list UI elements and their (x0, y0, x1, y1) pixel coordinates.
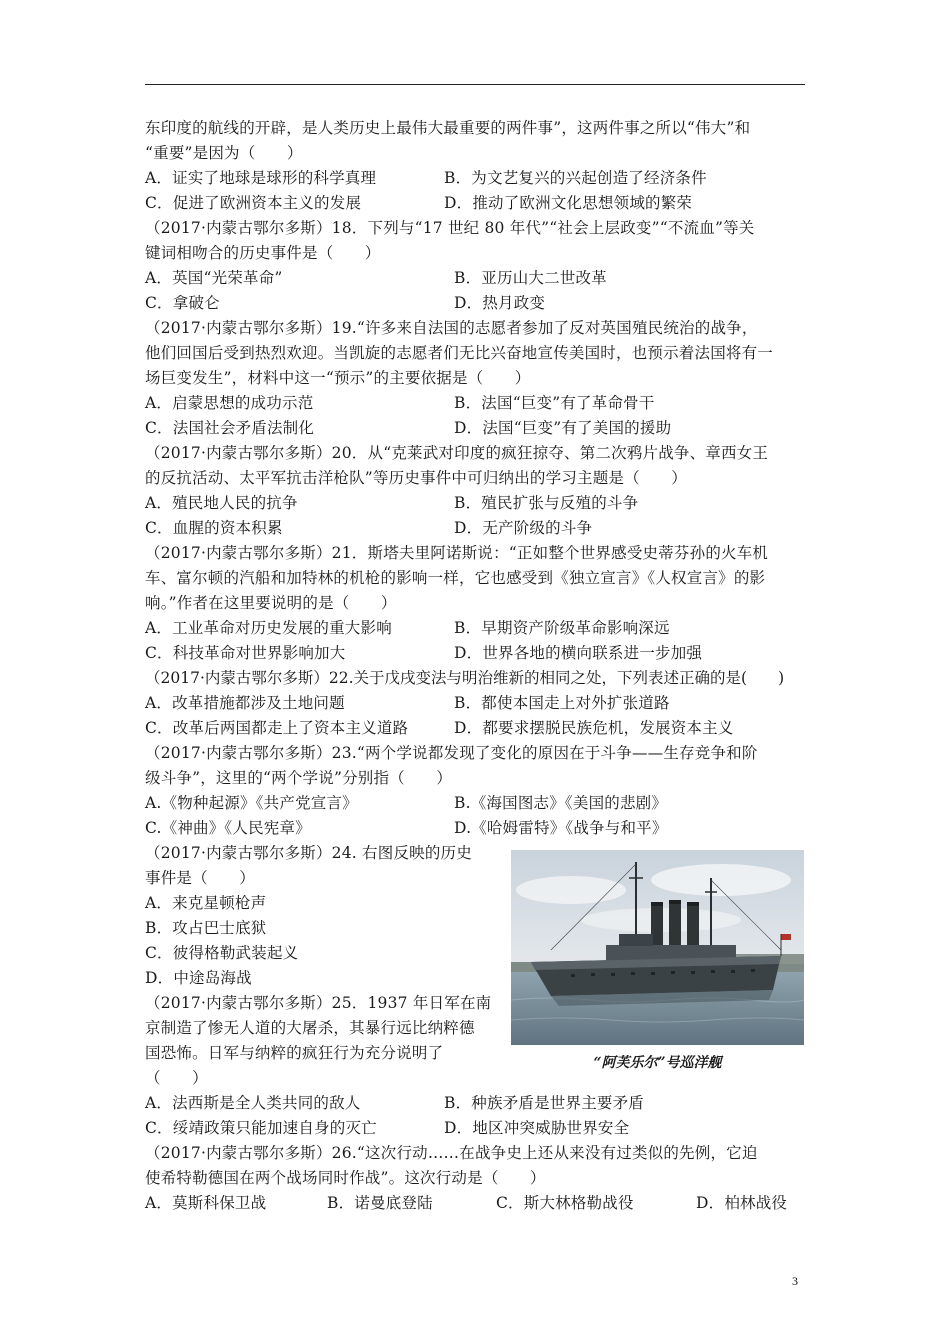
q20-stem-line2: 的反抗活动、太平军抗击洋枪队”等历史事件中可归纳出的学习主题是（ ） (145, 469, 687, 487)
q23-option-a[interactable]: A.《物种起源》《共产党宣言》 (145, 794, 358, 812)
q19-stem-line3: 场巨变发生”，材料中这一“预示”的主要依据是（ ） (145, 369, 531, 387)
q24-stem-line2: 事件是（ ） (145, 869, 255, 887)
q25-option-d[interactable]: D．地区冲突威胁世界安全 (444, 1119, 630, 1137)
q18-option-d[interactable]: D．热月政变 (454, 294, 546, 312)
q17-option-a[interactable]: A．证实了地球是球形的科学真理 (145, 169, 377, 187)
q23-option-d[interactable]: D.《哈姆雷特》《战争与和平》 (454, 819, 668, 837)
q26-stem-line2: 使希特勒德国在两个战场同时作战”。这次行动是（ ） (145, 1169, 546, 1187)
q23-stem-line2: 级斗争”，这里的“两个学说”分别指（ ） (145, 769, 452, 787)
photo-caption: “阿芙乐尔”号巡洋舰 (593, 1055, 722, 1071)
page-number: 3 (792, 1274, 798, 1288)
q23-option-c[interactable]: C.《神曲》《人民宪章》 (145, 819, 311, 837)
q21-stem-line1: （2017·内蒙古鄂尔多斯）21．斯塔夫里阿诺斯说：“正如整个世界感受史蒂芬孙的火车机 (145, 544, 769, 562)
q17-option-c[interactable]: C．促进了欧洲资本主义的发展 (145, 194, 362, 212)
q19-option-b[interactable]: B．法国“巨变”有了革命骨干 (454, 394, 655, 412)
q18-option-b[interactable]: B．亚历山大二世改革 (454, 269, 607, 287)
q17-option-b[interactable]: B．为文艺复兴的兴起创造了经济条件 (444, 169, 707, 187)
q24-option-c[interactable]: C．彼得格勒武装起义 (145, 944, 299, 962)
q21-option-c[interactable]: C．科技革命对世界影响加大 (145, 644, 346, 662)
q24-option-d[interactable]: D．中途岛海战 (145, 969, 252, 987)
q18-option-a[interactable]: A．英国“光荣革命” (145, 269, 283, 287)
q22-option-b[interactable]: B．都使本国走上对外扩张道路 (454, 694, 670, 712)
q20-option-d[interactable]: D．无产阶级的斗争 (454, 519, 593, 537)
q21-option-a[interactable]: A．工业革命对历史发展的重大影响 (145, 619, 392, 637)
q26-stem-line1: （2017·内蒙古鄂尔多斯）26.“这次行动……在战争史上还从来没有过类似的先例，它迫 (145, 1144, 758, 1162)
q20-option-a[interactable]: A．殖民地人民的抗争 (145, 494, 298, 512)
q17-text-line2: “重要”是因为（ ） (145, 144, 303, 162)
q23-option-b[interactable]: B.《海国图志》《美国的悲剧》 (454, 794, 668, 812)
q18-option-c[interactable]: C．拿破仑 (145, 294, 220, 312)
q17-text-line1: 东印度的航线的开辟，是人类历史上最伟大最重要的两件事”，这两件事之所以“伟大”和 (145, 119, 751, 137)
q18-stem-line2: 键词相吻合的历史事件是（ ） (145, 244, 381, 262)
q26-option-b[interactable]: B．诺曼底登陆 (327, 1194, 433, 1212)
q19-option-d[interactable]: D．法国“巨变”有了美国的援助 (454, 419, 672, 437)
cruiser-photo (511, 850, 804, 1045)
q21-option-b[interactable]: B．早期资产阶级革命影响深远 (454, 619, 670, 637)
q24-option-a[interactable]: A．来克星顿枪声 (145, 894, 267, 912)
header-rule (145, 84, 805, 85)
q22-stem-line1: （2017·内蒙古鄂尔多斯）22.关于戊戌变法与明治维新的相同之处，下列表述正确的是( ) (145, 669, 785, 687)
q24-stem-line1: （2017·内蒙古鄂尔多斯）24. 右图反映的历史 (145, 844, 472, 862)
q26-option-d[interactable]: D．柏林战役 (696, 1194, 788, 1212)
q20-stem-line1: （2017·内蒙古鄂尔多斯）20．从“克莱武对印度的疯狂掠夺、第二次鸦片战争、章西女王 (145, 444, 769, 462)
q20-option-c[interactable]: C．血腥的资本积累 (145, 519, 283, 537)
q24-option-b[interactable]: B．攻占巴士底狱 (145, 919, 267, 937)
q19-option-a[interactable]: A．启蒙思想的成功示范 (145, 394, 314, 412)
q21-option-d[interactable]: D．世界各地的横向联系进一步加强 (454, 644, 703, 662)
q20-option-b[interactable]: B．殖民扩张与反殖的斗争 (454, 494, 639, 512)
q25-option-b[interactable]: B．种族矛盾是世界主要矛盾 (444, 1094, 644, 1112)
q26-option-a[interactable]: A．莫斯科保卫战 (145, 1194, 267, 1212)
q25-option-c[interactable]: C．绥靖政策只能加速自身的灭亡 (145, 1119, 377, 1137)
q19-option-c[interactable]: C．法国社会矛盾法制化 (145, 419, 315, 437)
q17-option-d[interactable]: D．推动了欧洲文化思想领域的繁荣 (444, 194, 693, 212)
q22-option-c[interactable]: C．改革后两国都走上了资本主义道路 (145, 719, 409, 737)
q25-stem-line2: 京制造了惨无人道的大屠杀，其暴行远比纳粹德 (145, 1019, 475, 1037)
q26-option-c[interactable]: C．斯大林格勒战役 (496, 1194, 634, 1212)
q21-stem-line3: 响。”作者在这里要说明的是（ ） (145, 594, 397, 612)
q21-stem-line2: 车、富尔顿的汽船和加特林的机枪的影响一样，它也感受到《独立宣言》《人权宣言》的影 (145, 569, 766, 587)
q22-option-a[interactable]: A．改革措施都涉及土地问题 (145, 694, 345, 712)
q22-option-d[interactable]: D．都要求摆脱民族危机，发展资本主义 (454, 719, 734, 737)
q19-stem-line2: 他们回国后受到热烈欢迎。当凯旋的志愿者们无比兴奋地宣传美国时，也预示着法国将有一 (145, 344, 774, 362)
q25-option-a[interactable]: A．法西斯是全人类共同的敌人 (145, 1094, 361, 1112)
q25-stem-line3: 国恐怖。日军与纳粹的疯狂行为充分说明了 (145, 1044, 444, 1062)
q25-stem-line1: （2017·内蒙古鄂尔多斯）25．1937 年日军在南 (145, 994, 492, 1012)
q25-stem-line4: （ ） (145, 1069, 208, 1087)
q23-stem-line1: （2017·内蒙古鄂尔多斯）23.“两个学说都发现了变化的原因在于斗争——生存竞争和阶 (145, 744, 758, 762)
q18-stem-line1: （2017·内蒙古鄂尔多斯）18．下列与“17 世纪 80 年代”“社会上层政变”“不流血”等关 (145, 219, 755, 237)
q19-stem-line1: （2017·内蒙古鄂尔多斯）19.“许多来自法国的志愿者参加了反对英国殖民统治的战争， (145, 319, 758, 337)
